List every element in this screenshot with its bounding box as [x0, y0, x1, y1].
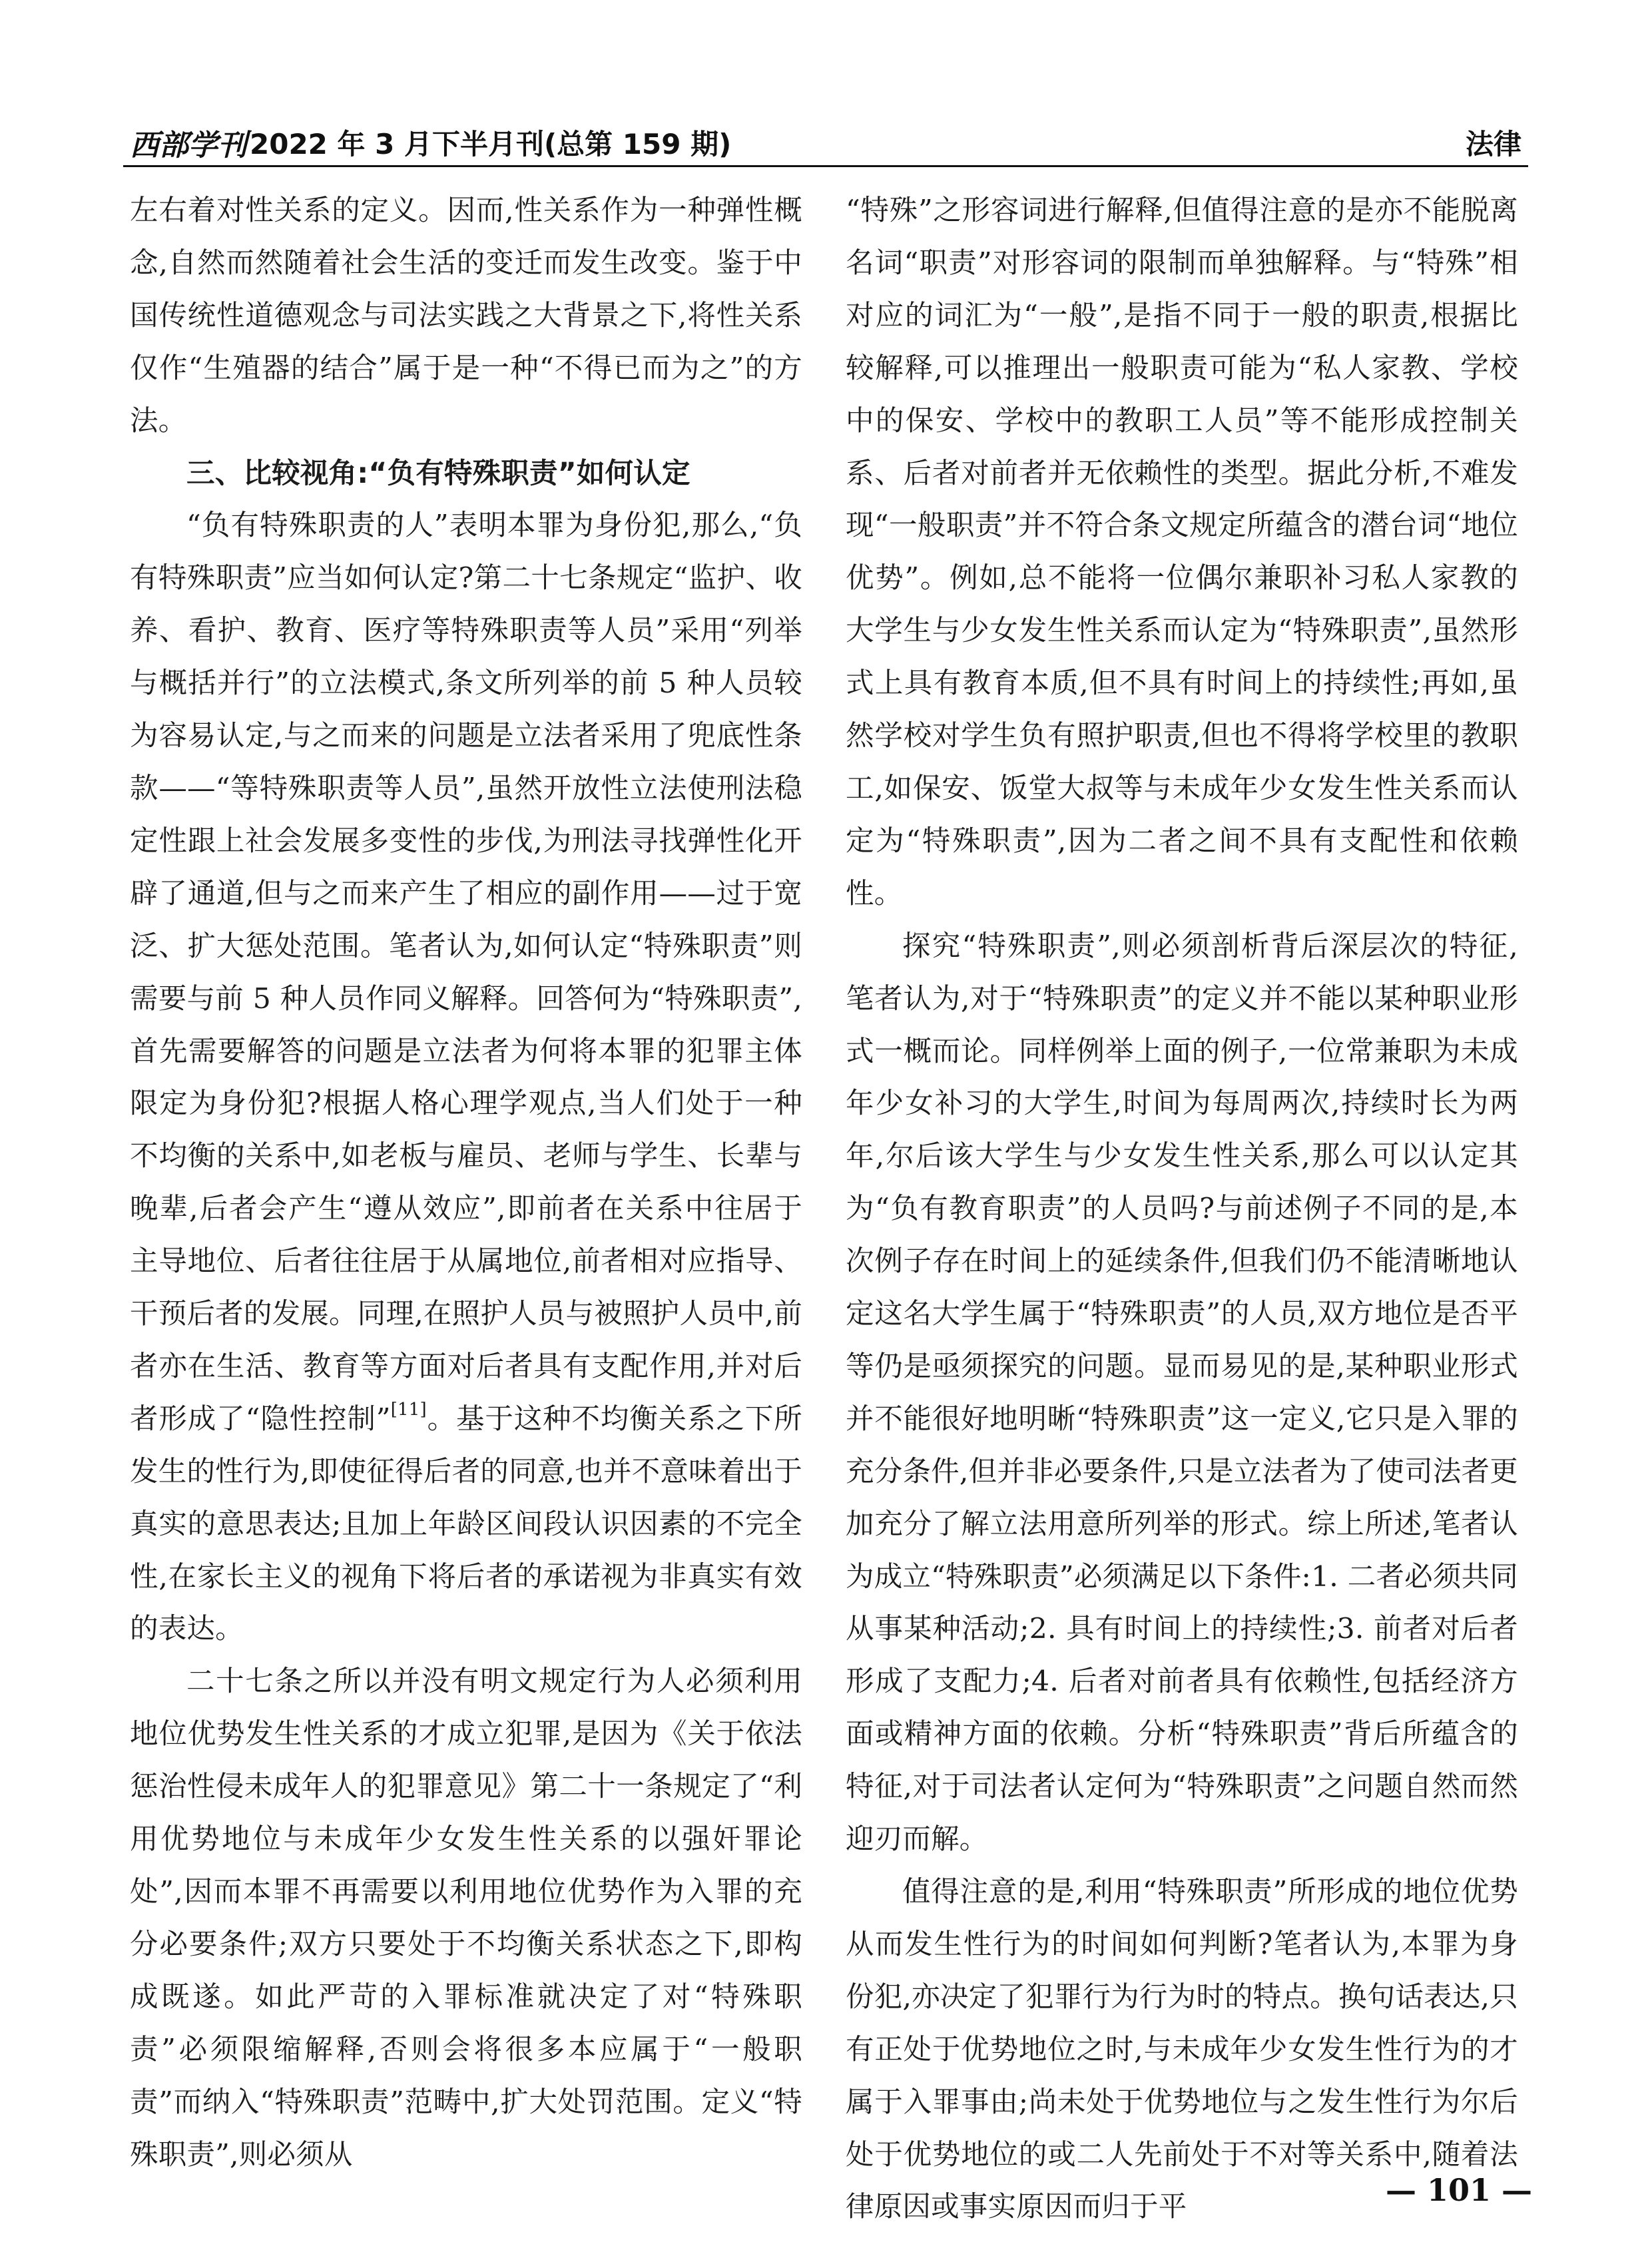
paragraph-text: “负有特殊职责的人”表明本罪为身份犯,那么,“负有特殊职责”应当如何认定?第二十七条规定“监护、收养、看护、教育、医疗等特殊职责等人员”采用“列举与概括并行”的立法模式,条文所列举的前 5 种人员较为容易认定,与之而来的问题是立法者采用了兜底性条款——“等特殊职责等人员”,虽然开放性立法使刑法稳定性跟上社会发展多变性的步伐,为刑法寻找弹性化开辟了通道,但与之而来产生了相应的副作用——过于宽泛、扩大惩处范围。笔者认为,如何认定“特殊职责”则需要与前 5 种人员作同义解释。回答何为“特殊职责”,首先需要解答的问题是立法者为何将本罪的犯罪主体限定为身份犯?根据人格心理学观点,当人们处于一种不均衡的关系中,如老板与雇员、老师与学生、长辈与晚辈,后者会产生“遵从效应”,即前者在关系中往居于主导地位、后者往往居于从属地位,前者相对应指导、干预后者的发展。同理,在照护人员与被照护人员中,前者亦在生活、教育等方面对后者具有支配作用,并对后者形成了“隐性控制” — [130, 509, 802, 1436]
left-column — [130, 185, 802, 2176]
section-heading: 三、比较视角:“负有特殊职责”如何认定 — [186, 457, 690, 490]
paragraph: 左右着对性关系的定义。因而,性关系作为一种弹性概念,自然而然随着社会生活的变迁而发生改变。鉴于中国传统性道德观念与司法实践之大背景之下,将性关系仅作“生殖器的结合”属于是一种“不得已而为之”的方法。 — [130, 194, 802, 437]
paragraph — [130, 500, 802, 1656]
reference-marker: [11] — [390, 1399, 427, 1420]
paragraph-text: 。基于这种不均衡关系之下所发生的性行为,即使征得后者的同意,也并不意味着出于真实的意思表达;且加上年龄区间段认识因素的不完全性,在家长主义的视角下将后者的承诺视为非真实有效的表达。 — [130, 1402, 802, 1646]
journal-logo: 西部学刊 — [130, 129, 247, 162]
section-name: 法律 — [1465, 128, 1521, 160]
paragraph: “特殊”之形容词进行解释,但值得注意的是亦不能脱离名词“职责”对形容词的限制而单独解释。与“特殊”相对应的词汇为“一般”,是指不同于一般的职责,根据比较解释,可以推理出一般职责可能为“私人家教、学校中的保安、学校中的教职工人员”等不能形成控制关系、后者对前者并无依赖性的类型。据此分析,不难发现“一般职责”并不符合条文规定所蕴含的潜台词“地位优势”。例如,总不能将一位偶尔兼职补习私人家教的大学生与少女发生性关系而认定为“特殊职责”,虽然形式上具有教育本质,但不具有时间上的持续性;再如,虽然学校对学生负有照护职责,但也不得将学校里的教职工,如保安、饭堂大叔等与未成年少女发生性关系而认定为“特殊职责”,因为二者之间不具有支配性和依赖性。 — [846, 194, 1518, 910]
page-number: — 101 — — [1385, 2172, 1532, 2208]
paragraph: 二十七条之所以并没有明文规定行为人必须利用地位优势发生性关系的才成立犯罪,是因为《关于依法惩治性侵未成年人的犯罪意见》第二十一条规定了“利用优势地位与未成年少女发生性关系的以强奸罪论处”,因而本罪不再需要以利用地位优势作为入罪的充分必要条件;双方只要处于不均衡关系状态之下,即构成既遂。如此严苛的入罪标准就决定了对“特殊职责”必须限缩解释,否则会将很多本应属于“一般职责”而纳入“特殊职责”范畴中,扩大处罚范围。定义“特殊职责”,则必须从 — [130, 1665, 802, 2171]
running-header — [123, 113, 1528, 169]
issue-info: 2022 年 3 月下半月刊(总第 159 期) — [250, 128, 732, 160]
paragraph: 值得注意的是,利用“特殊职责”所形成的地位优势从而发生性行为的时间如何判断?笔者认为,本罪为身份犯,亦决定了犯罪行为行为时的特点。换句话表达,只有正处于优势地位之时,与未成年少女发生性行为的才属于入罪事由;尚未处于优势地位与之发生性行为尔后处于优势地位的或二人先前处于不对等关系中,随着法律原因或事实原因而归于平 — [846, 1876, 1518, 2224]
paragraph: 探究“特殊职责”,则必须剖析背后深层次的特征,笔者认为,对于“特殊职责”的定义并不能以某种职业形式一概而论。同样例举上面的例子,一位常兼职为未成年少女补习的大学生,时间为每周两次,持续时长为两年,尔后该大学生与少女发生性关系,那么可以认定其为“负有教育职责”的人员吗?与前述例子不同的是,本次例子存在时间上的延续条件,但我们仍不能清晰地认定这名大学生属于“特殊职责”的人员,双方地位是否平等仍是亟须探究的问题。显而易见的是,某种职业形式并不能很好地明晰“特殊职责”这一定义,它只是入罪的充分条件,但并非必要条件,只是立法者为了使司法者更加充分了解立法用意所列举的形式。综上所述,笔者认为成立“特殊职责”必须满足以下条件:1. 二者必须共同从事某种活动;2. 具有时间上的持续性;3. 前者对后者形成了支配力;4. 后者对前者具有依赖性,包括经济方面或精神方面的依赖。分析“特殊职责”背后所蕴含的特征,对于司法者认定何为“特殊职责”之问题自然而然迎刃而解。 — [846, 930, 1518, 1856]
header-rule — [123, 165, 1528, 167]
